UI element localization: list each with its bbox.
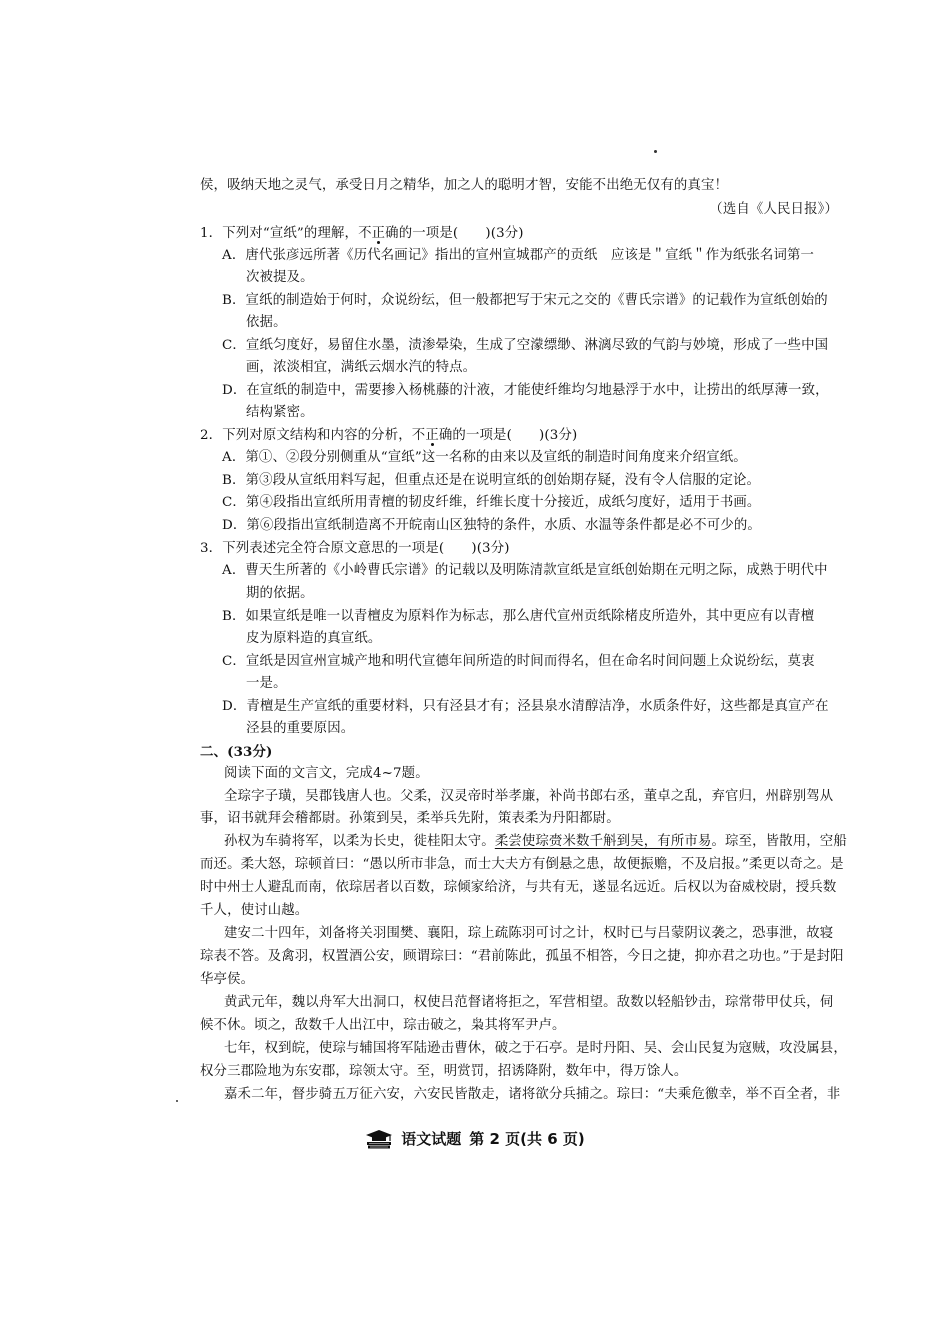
- q3-option-d-cont: 泾县的重要原因。: [246, 721, 355, 736]
- q3-option-c: C．宣纸是因宣州宣城产地和明代宣德年间所造的时间而得名，但在命名时间问题上众说纷纭，莫衷: [222, 654, 815, 669]
- emphasis-dots: 不正确: [358, 226, 399, 241]
- q1-option-d-cont: 结构紧密。: [246, 405, 314, 420]
- q3-option-a: A．曹天生所著的《小岭曹氏宗谱》的记载以及明陈清款宣纸是宣纸创始期在元明之际，成熟于明代中: [222, 563, 828, 578]
- q1-option-a-cont: 次被提及。: [246, 270, 314, 285]
- q1-option-c-cont: 画，浓淡相宜，满纸云烟水汽的特点。: [246, 360, 477, 375]
- page-footer: [0, 1128, 950, 1153]
- q1-option-b: B．宣纸的制造始于何时，众说纷纭，但一般都把写于宋元之交的《曹氏宗谱》的记载作为宣纸创始的: [222, 293, 828, 308]
- q3-option-a-cont: 期的依据。: [246, 586, 314, 601]
- q3-option-d: D．青檀是生产宣纸的重要材料，只有泾县才有；泾县泉水清醇洁净，水质条件好，这些都是真宣产在: [222, 699, 829, 714]
- question-2-stem: 2．下列对原文结构和内容的分析，不正确的一项是( )(3分): [200, 428, 578, 443]
- classical-text-line: 建安二十四年，刘备将关羽围樊、襄阳，琮上疏陈羽可讨之计，权时已与吕蒙阴议袭之，恐事泄，故寝: [224, 926, 834, 941]
- question-1-stem: 1．下列对“宣纸”的理解，不正确的一项是( )(3分): [200, 226, 524, 241]
- classical-text-line: 候不休。顷之，敌数千人出江中，琮击破之，枭其将军尹卢。: [200, 1018, 566, 1033]
- footer-page-number: 第 2 页(共 6 页): [469, 1130, 585, 1148]
- q2-option-a: A．第①、②段分别侧重从“宣纸”这一名称的由来以及宣纸的制造时间角度来介绍宣纸。: [222, 450, 747, 465]
- classical-text-line: 黄武元年，魏以舟军大出洞口，权使吕范督诸将拒之，军营相望。敌数以轻船钞击，琮常带甲仗兵，伺: [224, 995, 834, 1010]
- q1-option-a: A．唐代张彦远所著《历代名画记》指出的宣州宣城郡产的贡纸 应该是＂宣纸＂作为纸张名词第一: [222, 248, 815, 263]
- q2-option-b: B．第③段从宣纸用料写起，但重点还是在说明宣纸的创始期存疑，没有令人信服的定论。: [222, 473, 761, 488]
- classical-text-line: 孙权为车骑将军，以柔为长史，徙桂阳太守。柔尝使琮赍米数千斛到吴，有所市易。琮至，皆散用，空船: [224, 834, 847, 849]
- classical-text-line: 而还。柔大怒，琮顿首曰：“愚以所市非急，而士大夫方有倒悬之患，故便振赡，不及启报。”柔更以奇之。是: [200, 857, 844, 872]
- classical-text-line: 华亭侯。: [200, 972, 255, 987]
- section-2-instruction: 阅读下面的文言文，完成4~7题。: [224, 766, 429, 781]
- classical-text-line: 全琮字子璜，吴郡钱唐人也。父柔，汉灵帝时举孝廉，补尚书郎右丞，董卓之乱，弃官归，州辟别驾从: [224, 789, 834, 804]
- classical-text-line: 权分三郡险地为东安郡，琮领太守。至，明赏罚，招诱降附，数年中，得万馀人。: [200, 1064, 688, 1079]
- footer-title: 语文试题: [401, 1130, 462, 1148]
- q2-option-d: D．第⑥段指出宣纸制造离不开皖南山区独特的条件，水质、水温等条件都是必不可少的。: [222, 518, 761, 533]
- q3-option-b: B．如果宣纸是唯一以青檀皮为原料作为标志，那么唐代宣州贡纸除楮皮所造外，其中更应有以青檀: [222, 609, 815, 624]
- passage-source: （选自《人民日报》）: [709, 202, 838, 217]
- q3-option-c-cont: 一是。: [246, 676, 287, 691]
- classical-text-line: 嘉禾二年，督步骑五万征六安，六安民皆散走，诸将欲分兵捕之。琮曰：“夫乘危徼幸，举不百全者，非: [224, 1087, 841, 1102]
- q3-option-b-cont: 皮为原料造的真宣纸。: [246, 631, 382, 646]
- classical-text-line: 七年，权到皖，使琮与辅国将军陆逊击曹休，破之于石亭。是时丹阳、吴、会山民复为寇贼，攻没属县，: [224, 1041, 847, 1056]
- classical-text-line: 千人，使讨山越。: [200, 903, 309, 918]
- scan-speck: [176, 1100, 178, 1102]
- section-2-heading: 二、(33分): [200, 744, 273, 760]
- q2-option-c: C．第④段指出宣纸所用青檀的韧皮纤维，纤维长度十分接近，成纸匀度好，适用于书画。: [222, 495, 761, 510]
- passage-tail: 侯，吸纳天地之灵气，承受日月之精华，加之人的聪明才智，安能不出绝无仅有的真宝！: [200, 178, 729, 193]
- q1-option-b-cont: 依据。: [246, 315, 287, 330]
- scan-speck: [654, 150, 657, 153]
- emphasis-dots: 不正确: [411, 428, 453, 443]
- classical-text-line: 事，诏书就拜会稽都尉。孙策到吴，柔举兵先附，策表柔为丹阳都尉。: [200, 811, 620, 826]
- graduation-cap-books-icon: [365, 1129, 393, 1149]
- underlined-sentence: 柔尝使琮赍米数千斛到吴，有所市易: [494, 834, 712, 849]
- q1-option-d: D．在宣纸的制造中，需要掺入杨桃藤的汁液，才能使纤维均匀地悬浮于水中，让捞出的纸厚薄一致，: [222, 383, 829, 398]
- classical-text-line: 琮表不答。及禽羽，权置酒公安，顾谓琮曰：“君前陈此，孤虽不相答，今日之捷，抑亦君之功也。”于是封阳: [200, 949, 844, 964]
- question-3-stem: 3．下列表述完全符合原文意思的一项是( )(3分): [200, 541, 510, 556]
- q1-option-c: C．宣纸匀度好，易留住水墨，渍渗晕染，生成了空濛缥缈、淋漓尽致的气韵与妙境，形成了一些中国: [222, 338, 829, 353]
- classical-text-line: 时中州士人避乱而南，依琮居者以百数，琮倾家给济，与共有无，遂显名远近。后权以为奋威校尉，授兵数: [200, 880, 837, 895]
